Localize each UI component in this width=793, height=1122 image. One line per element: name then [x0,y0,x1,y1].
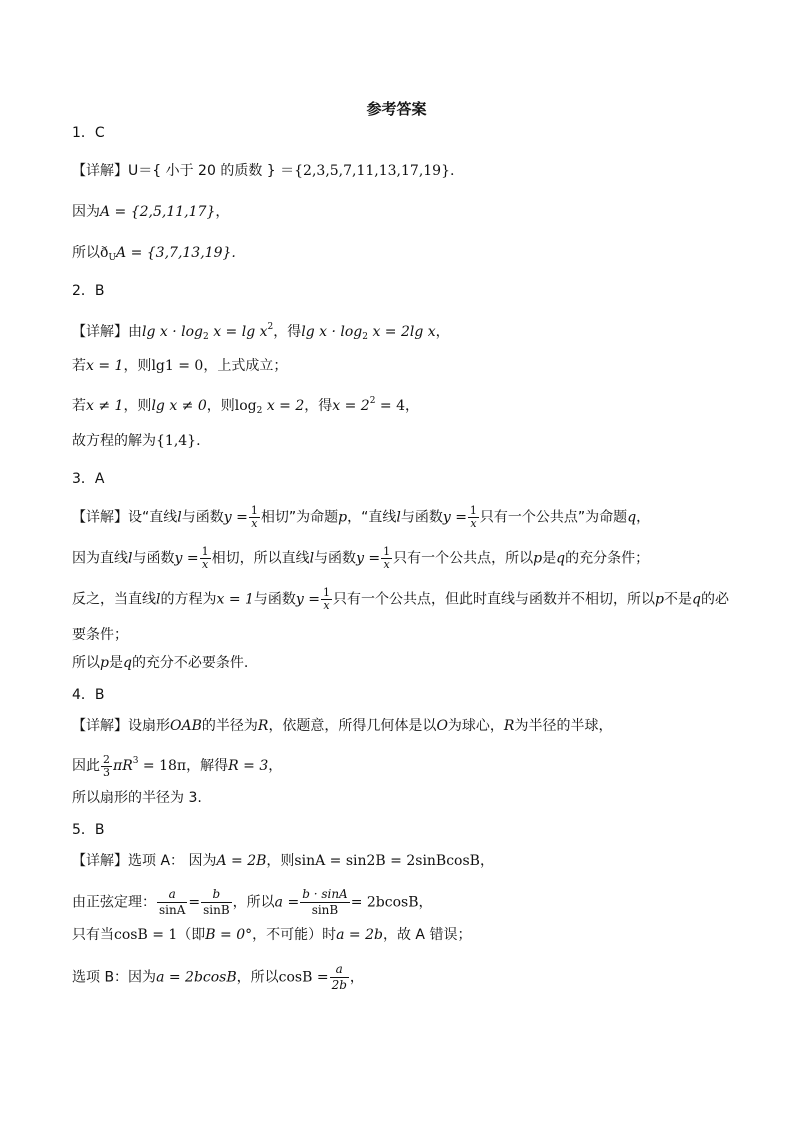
math: x = 2 [332,398,370,414]
text: ，所以 [236,969,279,986]
text: 选项 B：因为 [72,969,157,986]
q2-line-1 [72,318,450,346]
fraction [381,546,392,571]
q3-line-5 [72,654,248,672]
math: x = 1 [86,358,124,374]
q3-line-1 [72,505,650,530]
text: ， [479,853,494,869]
q5-line-4 [72,962,364,993]
detail-label: 【详解】 [72,324,128,340]
math: p [100,655,109,671]
q1-number: 1．C [72,125,105,141]
math: x = 2 [262,398,305,414]
text: 因此 [72,758,100,774]
text: ， [435,324,450,340]
math: OAB [170,718,202,734]
q4-line-1 [72,717,612,735]
math-sub: 2 [362,332,368,342]
math: cosB = [278,969,329,986]
text: ，不可能）时 [252,927,337,943]
math: A = {2,5,11,17} [100,204,216,220]
frac-den: sinB [311,903,339,917]
text: 因为直线 [72,550,128,567]
text: 所以 [72,245,100,261]
math: = 2bcosB [350,894,419,911]
text: ，则 [123,398,152,414]
math: q [556,550,566,567]
frac-den: 3 [103,765,110,779]
text: 若 [72,358,86,374]
frac-den: x [201,558,209,571]
text: U＝{ 小于 20 的质数 } ＝ [128,163,295,179]
math-sub: U [108,253,117,263]
text: 由正弦定理： [72,894,156,911]
math: l [156,591,161,608]
frac-den: x [470,517,477,530]
text: 的方程为 [160,591,217,608]
math: R = 3 [228,758,269,774]
text: ，得 [273,324,302,340]
math: l [396,509,401,526]
q2-line-2 [72,357,287,375]
fraction [101,754,112,779]
text: 与函数 [314,550,357,567]
fraction [468,505,479,530]
math: a = 2b [336,927,383,943]
fraction [249,505,260,530]
math-sup: 2 [267,322,274,332]
math: = 18π [138,758,187,774]
fraction [201,887,232,918]
math: cosB = 1 [114,927,178,943]
fraction [200,546,211,571]
text: 若 [72,398,86,414]
frac-num: b [201,887,232,903]
math: q [627,509,637,526]
math: πR [113,758,133,774]
math: lg x · log [142,324,204,340]
text: ，故 A 错误； [382,927,472,943]
fraction [300,887,350,918]
frac-num: 1 [250,504,258,517]
math: q [691,591,701,608]
q5-line-3 [72,926,471,944]
math: O [436,718,448,734]
math: x ≠ 1 [86,398,124,414]
text: ，所以 [232,894,275,911]
text: ，解得 [186,758,229,774]
fraction [330,962,349,993]
q3-line-4: 要条件； [72,627,128,643]
math-sub: 2 [203,332,209,342]
math-sub: 2 [256,406,263,416]
math: = 4 [375,398,405,414]
q5-line-2 [72,887,433,918]
text: 设“直线 [128,509,178,526]
frac-den: sinB [203,903,230,917]
math: lg x · log [301,324,363,340]
text: 只有一个公共点，所以 [393,550,534,567]
text: 因为 [72,204,100,220]
q4-line-3: 所以扇形的半径为 3. [72,790,202,806]
text: 的必 [700,591,729,608]
detail-label: 【详解】 [72,718,128,734]
math: {1,4}. [156,433,201,449]
frac-num: b · sinA [302,887,348,901]
text: 与函数 [132,550,175,567]
detail-label: 【详解】 [72,853,128,869]
math: x = 2lg x [368,324,436,340]
q3-number: 3．A [72,471,105,487]
math: sinA = sin2B = 2sinBcosB [294,853,480,869]
text: 只有当 [72,927,114,943]
text: 选项 A： 因为 [128,853,217,869]
frac-den: 2b [331,978,347,992]
detail-label: 【详解】 [72,163,128,179]
q1-line-2 [72,203,229,221]
math: x = lg x [208,324,268,340]
frac-num: 1 [201,545,209,558]
math: log [234,398,257,414]
math: p [533,550,543,567]
frac-num: a [330,962,349,978]
math: l [177,509,182,526]
math-sup: 3 [132,756,139,766]
text: 是 [542,550,557,567]
q5-line-1 [72,852,494,870]
q5-number: 5．B [72,822,105,838]
math: A = {3,7,13,19}. [116,245,236,261]
math: q [122,655,132,671]
q2-line-4 [72,432,201,450]
math: y = [223,509,248,526]
q3-line-3 [72,587,729,612]
math: {2,3,5,7,11,13,17,19}. [294,163,455,179]
text: 与函数 [400,509,443,526]
text: 所以 [72,655,100,671]
fraction [157,887,187,918]
text: ，“直线 [347,509,397,526]
frac-num: a [157,887,187,903]
frac-num: 1 [323,586,331,599]
math: y = [356,550,381,567]
text: 不是 [663,591,692,608]
math: lg x ≠ 0 [151,398,207,414]
text: 只有一个公共点，但此时直线与函数并不相切，所以 [333,591,656,608]
page-title: 参考答案 [366,100,427,118]
text: 只有一个公共点”为命题 [479,509,628,526]
math: y = [442,509,467,526]
math: ð [100,245,109,261]
text: ，依题意，所得几何体是以 [268,718,437,734]
q1-line-3 [72,244,236,267]
q2-line-3 [72,392,419,420]
detail-label: 【详解】 [72,509,128,526]
text: 为球心， [447,718,504,734]
text: 相切”为命题 [260,509,339,526]
text: ， [418,894,433,911]
q2-number: 2．B [72,283,105,299]
math: y = [295,591,321,608]
q3-line-2 [72,546,649,571]
text: 是 [108,655,123,671]
frac-num: 1 [469,504,477,517]
text: ， [215,204,230,220]
math: a = [274,894,300,911]
text: ，则 [266,853,295,869]
math: B = 0° [205,927,253,943]
frac-num: 1 [383,545,391,558]
math: a = 2bcosB [156,969,237,986]
frac-den: sinA [159,903,186,917]
math: A = 2B [216,853,267,869]
text: ， [404,398,419,414]
frac-den: x [323,599,330,612]
math: lg1 = 0 [151,358,204,374]
math: x = 1 [216,591,254,608]
text: 的半径为 [201,718,258,734]
math: y = [174,550,199,567]
text: 故方程的解为 [72,433,156,449]
q1-line-1 [72,162,454,180]
q4-number: 4．B [72,687,105,703]
fraction [321,587,332,612]
text: ，得 [304,398,333,414]
math: = [188,894,201,911]
text: ，则 [123,358,152,374]
math: p [655,591,664,608]
text: 与函数 [181,509,224,526]
text: ，则 [206,398,235,414]
math: R [503,718,515,734]
math: l [309,550,315,567]
text: （即 [177,927,206,943]
text: 反之，当直线 [72,591,156,608]
frac-den: x [383,558,390,571]
frac-den: x [251,517,258,530]
text: 为半径的半球， [514,718,613,734]
math: p [338,509,348,526]
text: ， [636,509,651,526]
text: 由 [128,324,142,340]
text: 设扇形 [128,718,170,734]
text: 的充分不必要条件. [131,655,249,671]
math: l [128,550,133,567]
q4-line-2 [72,752,282,779]
text: ，上式成立； [203,358,288,374]
text: 与函数 [253,591,296,608]
text: ， [349,969,364,986]
math: R [257,718,269,734]
math-sup: 2 [369,396,376,406]
text: 的充分条件； [565,550,650,567]
text: 相切，所以直线 [211,550,310,567]
text: ， [268,758,283,774]
frac-num: 2 [103,752,110,766]
